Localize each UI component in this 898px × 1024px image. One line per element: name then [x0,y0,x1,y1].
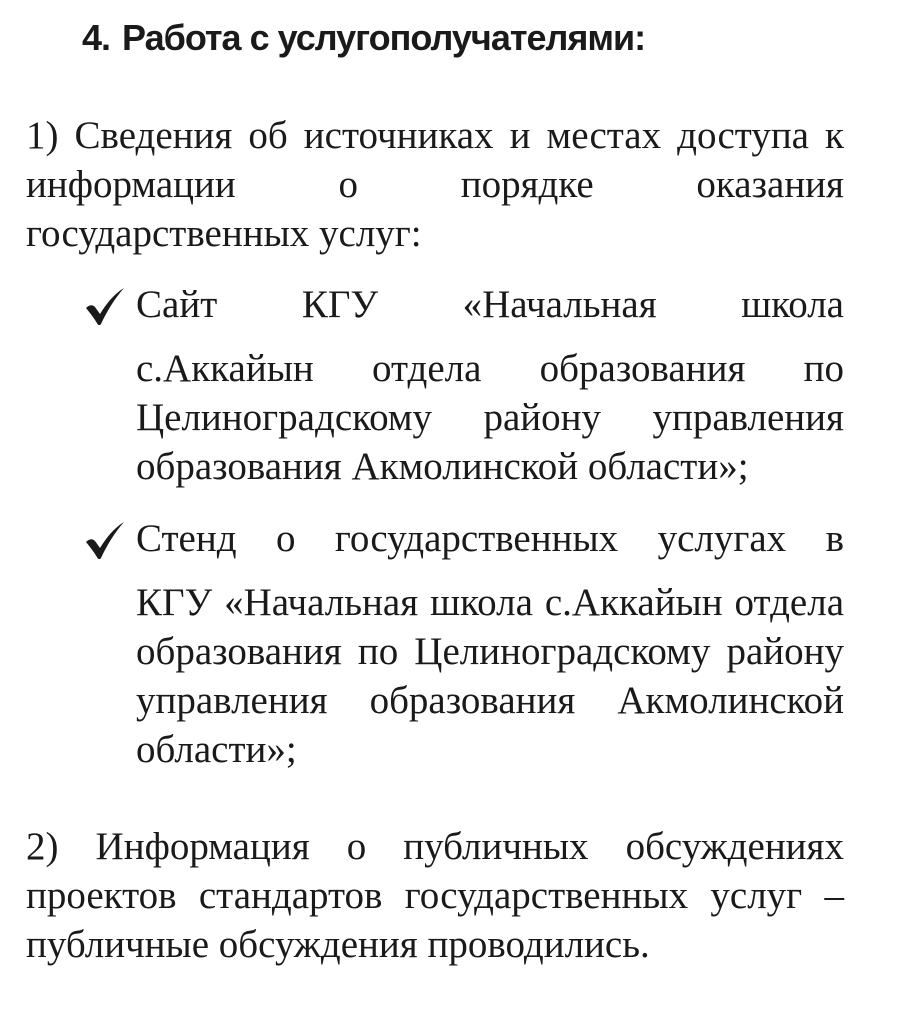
bullet-first-line: Стенд о государственных услугах в [136,517,844,560]
section-heading [82,14,645,62]
checkmark-icon [84,520,126,560]
bullet-item-stand [136,514,844,774]
checkmark-icon [84,286,126,326]
bullet-first-line: Сайт КГУ «Начальная школа [136,283,844,326]
paragraph-sources-info: 1) Сведения об источниках и местах доступа к информации о порядке оказания государственных услуг: [26,114,844,255]
heading-number: 4. [82,17,111,58]
bullet-item-website [136,280,844,491]
bullet-continuation: с.Аккайын отдела образования по Целиноградскому району управления образования Акмолинской области»; [136,347,844,488]
bullet-continuation: КГУ «Начальная школа с.Аккайын отдела образования по Целиноградскому району управления образования Акмолинской области»; [136,581,844,771]
paragraph-public-discussions: 2) Информация о публичных обсуждениях проектов стандартов государственных услуг – публичные обсуждения проводились. [26,825,844,966]
heading-title: Работа с услугополучателями: [122,17,646,58]
